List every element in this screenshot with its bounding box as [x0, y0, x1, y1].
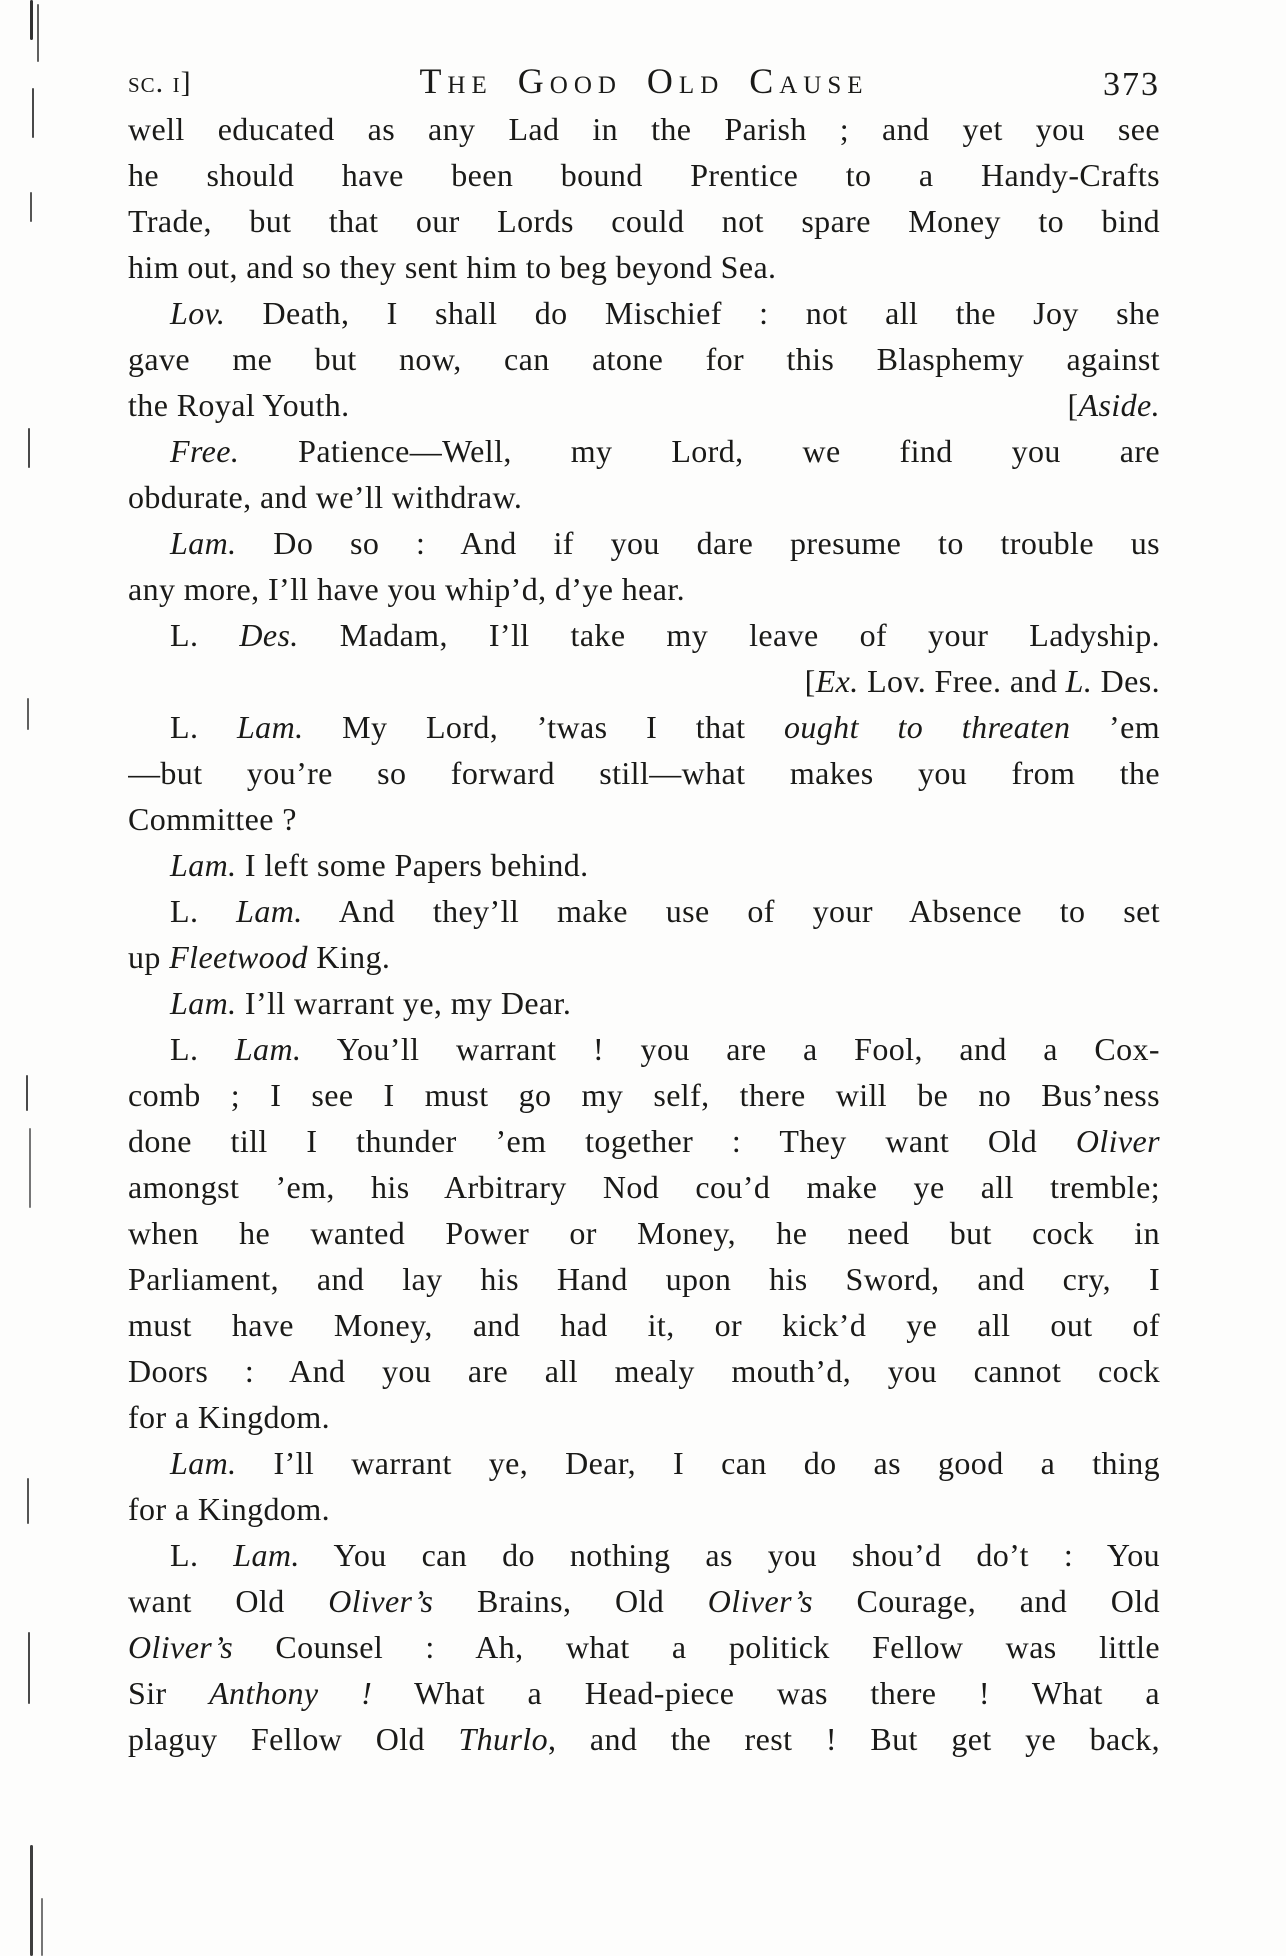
- roman-text: I’ll warrant ye, Dear, I can do as good a thing: [236, 1445, 1160, 1481]
- scan-artifact: [27, 1478, 29, 1524]
- roman-text: I’ll warrant ye, my Dear.: [236, 985, 572, 1021]
- roman-text: obdurate, and we’ll withdraw.: [128, 479, 523, 515]
- text-line: [128, 1716, 1160, 1762]
- text-line: [128, 1210, 1160, 1256]
- scene-label: sc. i]: [128, 66, 192, 99]
- text-line: [128, 1118, 1160, 1164]
- italic-text: Free.: [170, 433, 240, 469]
- roman-text: Madam, I’ll take my leave of your Ladyship.: [298, 617, 1160, 653]
- text-line: [128, 198, 1160, 244]
- italic-text: Lam.: [236, 709, 304, 745]
- scan-artifact: [28, 428, 30, 468]
- scan-artifact: [30, 192, 32, 222]
- roman-text: well educated as any Lad in the Parish ; and yet you see: [128, 111, 1160, 147]
- italic-text: Thurlo: [458, 1721, 548, 1757]
- roman-text: must have Money, and had it, or kick’d ye all out of: [128, 1307, 1160, 1343]
- roman-text: L.: [170, 1537, 234, 1573]
- text-line: [128, 1348, 1160, 1394]
- roman-text: L.: [170, 709, 237, 745]
- roman-text: done till I thunder ’em together : They want Old: [128, 1123, 1076, 1159]
- text-line: [128, 1670, 1160, 1716]
- text-line: [128, 842, 1160, 888]
- roman-text: for a Kingdom.: [128, 1491, 331, 1527]
- roman-text: Trade, but that our Lords could not spare Money to bind: [128, 203, 1160, 239]
- italic-text: Aside.: [1078, 387, 1160, 423]
- text-line: [128, 1624, 1160, 1670]
- roman-text: You’ll warrant ! you are a Fool, and a Cox-: [301, 1031, 1160, 1067]
- text-line: [128, 658, 1160, 704]
- roman-text: want Old: [128, 1583, 329, 1619]
- italic-text: Lam.: [170, 1445, 237, 1481]
- italic-text: Anthony !: [209, 1675, 373, 1711]
- roman-text: Des.: [1092, 663, 1160, 699]
- text-line: [128, 520, 1160, 566]
- italic-text: Oliver’s: [128, 1629, 234, 1665]
- italic-text: Des.: [239, 617, 299, 653]
- text-line: [128, 428, 1160, 474]
- roman-text: , and the rest ! But get ye back,: [548, 1721, 1160, 1757]
- italic-text: L.: [1065, 663, 1093, 699]
- italic-text: ought to threaten: [783, 709, 1071, 745]
- scan-artifact: [32, 88, 34, 138]
- roman-text: Counsel : Ah, what a politick Fellow was little: [233, 1629, 1160, 1665]
- text-line: [128, 704, 1160, 750]
- page-header: [128, 50, 1160, 104]
- roman-text: amongst ’em, his Arbitrary Nod cou’d make ye all tremble;: [128, 1169, 1160, 1205]
- running-title: The Good Old Cause: [419, 61, 869, 101]
- roman-text: Brains, Old: [433, 1583, 708, 1619]
- roman-text: —but you’re so forward still—what makes you from the: [128, 755, 1160, 791]
- roman-text: Doors : And you are all mealy mouth’d, you cannot cock: [128, 1353, 1160, 1389]
- roman-text: the Royal Youth.: [128, 387, 350, 423]
- text-body: [128, 106, 1160, 1762]
- roman-text: And they’ll make use of your Absence to set: [302, 893, 1160, 929]
- roman-text: ’em: [1070, 709, 1160, 745]
- page-number: 373: [1103, 66, 1160, 103]
- text-line: [128, 336, 1160, 382]
- text-line: [128, 290, 1160, 336]
- roman-text: [: [804, 663, 816, 699]
- text-line: [128, 474, 1160, 520]
- text-line: [128, 1026, 1160, 1072]
- text-line: [128, 566, 1160, 612]
- text-line: [128, 1578, 1160, 1624]
- text-line: [128, 980, 1160, 1026]
- roman-text: any more, I’ll have you whip’d, d’ye hear.: [128, 571, 686, 607]
- roman-text: Courage, and Old: [812, 1583, 1160, 1619]
- roman-text: Lov. Free. and: [858, 663, 1066, 699]
- italic-text: Lam.: [234, 1031, 302, 1067]
- roman-text: L.: [170, 617, 240, 653]
- stage-direction: [1067, 382, 1160, 428]
- italic-text: Lam.: [236, 893, 303, 929]
- roman-text: Death, I shall do Mischief : not all the Joy she: [225, 295, 1160, 331]
- roman-text: [: [1067, 387, 1079, 423]
- text-line: [128, 750, 1160, 796]
- scan-artifact: [27, 698, 29, 730]
- roman-text: when he wanted Power or Money, he need but cock in: [128, 1215, 1160, 1251]
- text-line: [128, 934, 1160, 980]
- text-line: [128, 612, 1160, 658]
- text-line: [128, 1256, 1160, 1302]
- text-line: [128, 1072, 1160, 1118]
- roman-text: L.: [170, 1031, 235, 1067]
- roman-text: comb ; I see I must go my self, there will be no Bus’ness: [128, 1077, 1160, 1113]
- roman-text: he should have been bound Prentice to a Handy-Crafts: [128, 157, 1160, 193]
- roman-text: What a Head-piece was there ! What a: [372, 1675, 1160, 1711]
- roman-text: King.: [307, 939, 391, 975]
- roman-text: gave me but now, can atone for this Blasphemy against: [128, 341, 1160, 377]
- italic-text: Lam.: [170, 847, 237, 883]
- text-line: [128, 1486, 1160, 1532]
- roman-text: Do so : And if you dare presume to trouble us: [236, 525, 1160, 561]
- line-left-part: [128, 382, 350, 428]
- text-line: [128, 106, 1160, 152]
- scan-artifact: [28, 1632, 30, 1704]
- scan-artifact: [29, 1128, 31, 1208]
- roman-text: up: [128, 939, 170, 975]
- text-line: [128, 244, 1160, 290]
- text-line: [128, 888, 1160, 934]
- italic-text: Lam.: [170, 525, 237, 561]
- italic-text: Lam.: [170, 985, 237, 1021]
- scan-artifact: [37, 4, 39, 62]
- roman-text: plaguy Fellow Old: [128, 1721, 459, 1757]
- scan-artifact: [30, 1845, 33, 1956]
- scan-artifact: [41, 1898, 43, 1956]
- text-line: [128, 382, 1160, 428]
- roman-text: L.: [170, 893, 237, 929]
- italic-text: Ex.: [815, 663, 859, 699]
- scan-artifact: [30, 0, 33, 40]
- text-line: [128, 1440, 1160, 1486]
- italic-text: Oliver’s: [328, 1583, 434, 1619]
- scan-artifact: [26, 1075, 28, 1111]
- roman-text: Committee ?: [128, 801, 297, 837]
- roman-text: him out, and so they sent him to beg beyond Sea.: [128, 249, 777, 285]
- text-line: [128, 1532, 1160, 1578]
- roman-text: for a Kingdom.: [128, 1399, 331, 1435]
- text-line: [128, 1164, 1160, 1210]
- italic-text: Oliver: [1075, 1123, 1160, 1159]
- roman-text: Patience—Well, my Lord, we find you are: [239, 433, 1160, 469]
- text-line: [128, 152, 1160, 198]
- roman-text: Sir: [128, 1675, 210, 1711]
- text-line: [128, 1394, 1160, 1440]
- italic-text: Oliver’s: [707, 1583, 813, 1619]
- italic-text: Fleetwood: [169, 939, 308, 975]
- roman-text: My Lord, ’twas I that: [303, 709, 784, 745]
- italic-text: Lov.: [170, 295, 226, 331]
- roman-text: Parliament, and lay his Hand upon his Sword, and cry, I: [128, 1261, 1160, 1297]
- italic-text: Lam.: [233, 1537, 300, 1573]
- text-line: [128, 1302, 1160, 1348]
- roman-text: I left some Papers behind.: [236, 847, 589, 883]
- text-line: [128, 796, 1160, 842]
- roman-text: You can do nothing as you shou’d do’t : You: [299, 1537, 1160, 1573]
